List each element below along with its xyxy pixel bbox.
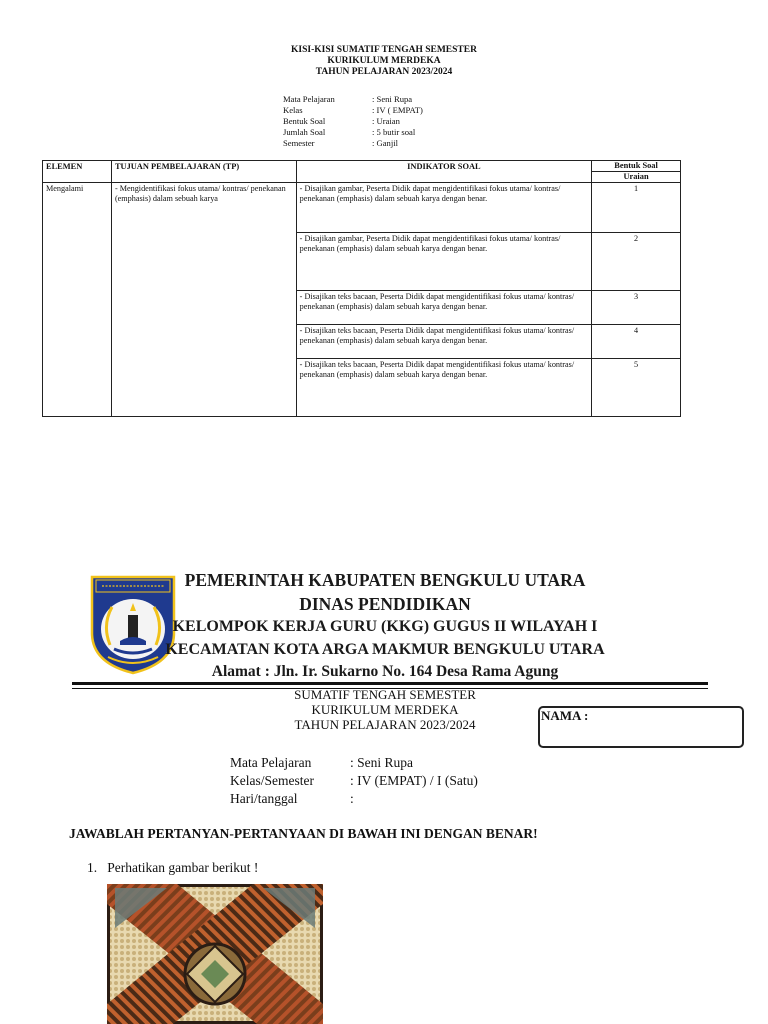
header-tp: TUJUAN PEMBELAJARAN (TP)	[111, 161, 296, 183]
question-1-image	[107, 884, 323, 1024]
exam-instruction: JAWABLAH PERTANYAN-PERTANYAAN DI BAWAH INI DENGAN BENAR!	[69, 826, 538, 841]
kisi-info	[283, 94, 423, 149]
kisi-title-line-2: KURIKULUM MERDEKA	[327, 56, 441, 66]
question-1	[87, 860, 258, 876]
header-elemen: ELEMEN	[43, 161, 112, 183]
kisi-title-line-1: KISI-KISI SUMATIF TENGAH SEMESTER	[291, 45, 477, 55]
cell-elemen: Mengalami	[43, 183, 112, 417]
kop-line-2: DINAS PENDIDIKAN	[299, 594, 471, 614]
kop-line-3: KELOMPOK KERJA GURU (KKG) GUGUS II WILAYAH I	[172, 618, 598, 635]
mosaic-pattern-icon	[107, 884, 323, 1024]
info-value: : IV ( EMPAT)	[372, 105, 423, 115]
exam-heading-line-2: KURIKULUM MERDEKA	[311, 702, 459, 717]
info-label: Hari/tanggal	[230, 791, 298, 806]
kisi-title	[0, 45, 768, 78]
info-label: Mata Pelajaran	[283, 94, 335, 104]
info-label: Bentuk Soal	[283, 116, 326, 126]
info-label: Mata Pelajaran	[230, 755, 312, 770]
cell-indikator: - Disajikan teks bacaan, Peserta Didik dapat mengidentifikasi fokus utama/ kontras/ penekanan (emphasis) dalam sebuah karya dengan benar.	[296, 325, 591, 359]
info-label: Semester	[283, 138, 315, 148]
kisi-info-row	[283, 127, 423, 138]
kisi-info-row	[283, 116, 423, 127]
info-value: : IV (EMPAT) / I (Satu)	[350, 773, 478, 788]
cell-no: 4	[592, 325, 681, 359]
table-row	[43, 183, 681, 233]
info-value: : Uraian	[372, 116, 400, 126]
header-uraian: Uraian	[592, 172, 681, 183]
cell-indikator: - Disajikan gambar, Peserta Didik dapat mengidentifikasi fokus utama/ kontras/ penekanan (emphasis) dalam sebuah karya dengan benar.	[296, 183, 591, 233]
kisi-title-line-3: TAHUN PELAJARAN 2023/2024	[315, 67, 453, 77]
info-label: Jumlah Soal	[283, 127, 326, 137]
exam-info-row	[230, 754, 478, 772]
kop-line-1: PEMERINTAH KABUPATEN BENGKULU UTARA	[184, 570, 586, 590]
cell-indikator: - Disajikan teks bacaan, Peserta Didik dapat mengidentifikasi fokus utama/ kontras/ penekanan (emphasis) dalam sebuah karya dengan benar.	[296, 359, 591, 417]
exam-info-row	[230, 772, 478, 790]
nama-label: NAMA :	[541, 708, 589, 723]
table-header-row	[43, 161, 681, 172]
cell-indikator: - Disajikan gambar, Peserta Didik dapat mengidentifikasi fokus utama/ kontras/ penekanan (emphasis) dalam sebuah karya dengan benar.	[296, 233, 591, 291]
exam-info-row	[230, 790, 478, 808]
exam-info	[230, 754, 478, 808]
header-indikator: INDIKATOR SOAL	[296, 161, 591, 183]
info-label: Kelas	[283, 105, 303, 115]
cell-no: 2	[592, 233, 681, 291]
info-value: : 5 butir soal	[372, 127, 416, 137]
question-text: Perhatikan gambar berikut !	[107, 860, 259, 875]
kisi-info-row	[283, 94, 423, 105]
kisi-info-row	[283, 105, 423, 116]
question-number: 1.	[87, 860, 98, 875]
header-bentuk-soal: Bentuk Soal	[592, 161, 681, 172]
exam-heading	[200, 687, 570, 732]
kisi-table	[42, 160, 681, 417]
kop-line-5: Alamat : Jln. Ir. Sukarno No. 164 Desa Rama Agung	[211, 663, 559, 680]
info-value: : Seni Rupa	[372, 94, 413, 104]
kop-divider-thick	[72, 682, 708, 685]
exam-heading-line-1: SUMATIF TENGAH SEMESTER	[294, 687, 476, 702]
exam-heading-line-3: TAHUN PELAJARAN 2023/2024	[294, 717, 476, 732]
cell-tp: - Mengidentifikasi fokus utama/ kontras/ penekanan (emphasis) dalam sebuah karya	[111, 183, 296, 417]
info-value: :	[350, 791, 354, 806]
kop-line-4: KECAMATAN KOTA ARGA MAKMUR BENGKULU UTARA	[165, 641, 605, 658]
cell-indikator: - Disajikan teks bacaan, Peserta Didik dapat mengidentifikasi fokus utama/ kontras/ penekanan (emphasis) dalam sebuah karya dengan benar.	[296, 291, 591, 325]
cell-no: 5	[592, 359, 681, 417]
cell-no: 3	[592, 291, 681, 325]
info-label: Kelas/Semester	[230, 773, 314, 788]
kisi-info-row	[283, 138, 423, 149]
cell-no: 1	[592, 183, 681, 233]
info-value: : Ganjil	[372, 138, 399, 148]
info-value: : Seni Rupa	[350, 755, 413, 770]
